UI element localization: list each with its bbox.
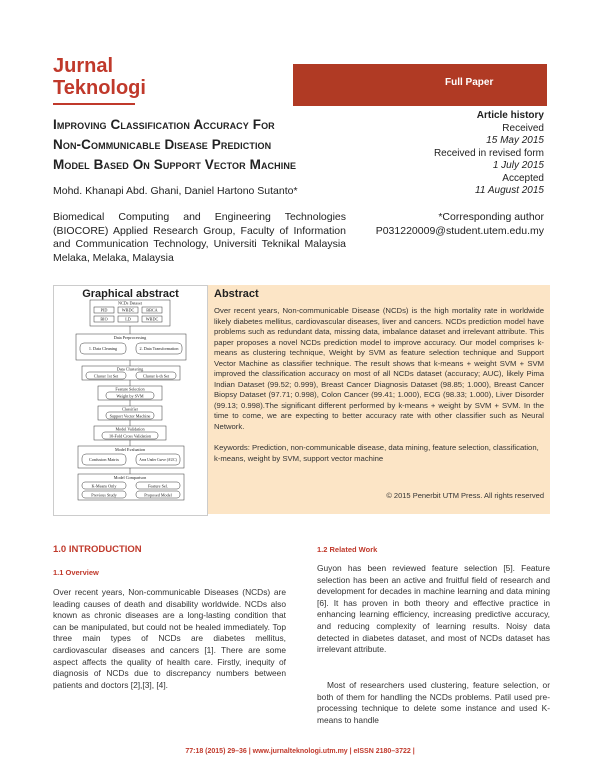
fc-comp: Proposed Model (144, 492, 172, 498)
fc-cluster1: Cluster 1st Set (93, 373, 119, 379)
fc-clustering: Data Clustering (116, 366, 144, 372)
history-accepted-label: Accepted (502, 172, 544, 184)
subsection-overview: 1.1 Overview (53, 568, 99, 577)
fc-preprocess: Data Preprocessing (113, 335, 147, 340)
fc-auc: Area Under Curve (AUC) (139, 458, 177, 462)
corresponding-email[interactable]: P031220009@student.utem.edu.my (375, 224, 544, 237)
fc-confusion: Confusion Matrix (89, 457, 119, 462)
paper-type-banner (293, 64, 547, 106)
fc-clusterk: Cluster k-th Set (142, 373, 170, 379)
journal-rule (53, 103, 135, 105)
fc-comp: Feature Sel. (147, 483, 169, 489)
fc-classifier: Classifier (121, 406, 139, 412)
keywords: Keywords: Prediction, non-communicable disease, data mining, feature selection, classification, k-means, weight by SVM, support vector machine (214, 443, 539, 463)
section-heading-introduction: 1.0 INTRODUCTION (53, 544, 142, 555)
fc-source: BBCA (146, 307, 158, 313)
fc-source: PID (100, 307, 108, 313)
fc-source: LD (125, 316, 131, 322)
history-revised-label: Received in revised form (433, 147, 544, 159)
fc-source: WBDC (121, 307, 135, 313)
abstract-body: Over recent years, Non-communicable Disease (NCDs) is the high mortality rate in worldwide likely diabetes mellitus, cardiovascular diseases, liver and cancers. NCDs prediction model have problems such as redundant data, missing data, imbalance dataset and irrelevant attribute. This paper proposes a novel NCDs prediction model to improve accuracy. Our model comprises k-means as clustering technique, Weight by SVM as feature selection technique and Support Vector Machine as classifier technique. The result shows that k-means + weight SVM + SVM improved the classification accuracy on most of all NCDs dataset (accuracy; AUC), likely Pima Indian Dataset (99.52; 0.999), Breast Cancer Diagnosis Dataset (98.85; 1.000), Breast Cancer Biopsy Dataset (97.71; 0.998), Colon Cancer (99.41; 1.000), ECG (98.33; 1.000), Liver Disorder (99.13; 0.998).The significant different performed by k-means + weight by SVM + SVM. In the time to come, we are expecting to better accuracy rate with other classifier such as Neural Network. (214, 306, 544, 431)
abstract-box (208, 285, 550, 514)
fc-comp: Previous Study (91, 492, 117, 498)
flowchart (54, 286, 207, 515)
page-footer: 77:18 (2015) 29–36 | www.jurnalteknologi.utm.my | eISSN 2180–3722 | (185, 748, 415, 755)
related-work-paragraph: Guyon has been reviewed feature selection [5]. Feature selection has been an active and fruitful field of research and development for decades in machine learning and data mining [6]. It has proven in both theory and effective practice in enhancing learning efficiency, increasing predictive accuracy, and reducing complexity of learning results. Noisy data detected in diabetes dataset, and most of NCDs dataset has irrelevant attribute. (317, 563, 550, 655)
fc-dataset: NCDs Dataset (117, 300, 143, 306)
fc-source: BIO (100, 316, 108, 322)
fc-svm: Support Vector Machine (109, 413, 151, 419)
fc-feature-selection: Feature Selection (115, 386, 145, 392)
abstract-heading: Abstract (214, 288, 259, 300)
journal-name-line2: Teknologi (53, 77, 146, 99)
fc-clean: 1. Data Cleaning (88, 346, 118, 351)
affiliation: Biomedical Computing and Engineering Technologies (BIOCORE) Applied Research Group, Faculty of Information and Communication Technology, Universiti Teknikal Malaysia Melaka, Melaka, Malaysia (53, 211, 346, 264)
history-received-date: 15 May 2015 (486, 135, 544, 146)
history-heading: Article history (476, 110, 544, 121)
article-history (384, 110, 544, 198)
fc-evaluation: Model Evaluation (114, 447, 146, 452)
related-work-paragraph-2: Most of researchers used clustering, feature selection, or both of them for handling the NCDs problems. Patil used pre-processing technique to delete some instance and used K-means to handle (317, 680, 550, 725)
authors: Mohd. Khanapi Abd. Ghani, Daniel Hartono Sutanto* (53, 185, 298, 197)
paper-title (53, 115, 363, 175)
overview-paragraph: Over recent years, Non-communicable Diseases (NCDs) are leading causes of death and disability worldwide. NCDs also known as chronic diseases are a long-lasting condition that can be manipulated, but could not be healed immediately. Top three main types of NCDs are diabetes mellitus, cardiovascular diseases and cancers [1]. There are some aspect affects the quality of health care. Firstly, inequity of diagnosis of NCDs due to discrepancy numbers between patients and doctors [2],[3], [4]. (53, 587, 286, 690)
title-line: Non-Communicable Disease Prediction (53, 137, 272, 152)
fc-source: WBDC (145, 316, 159, 322)
fc-comparison: Model Comparison (113, 475, 147, 480)
history-received-label: Received (502, 122, 544, 134)
corresponding-author (376, 211, 544, 238)
fc-validation: Model Validation (115, 426, 145, 432)
journal-name-line1: Jurnal (53, 55, 114, 77)
paper-type-label: Full Paper (445, 77, 494, 88)
title-line: Improving Classification Accuracy For (53, 117, 275, 132)
history-revised-date: 1 July 2015 (492, 160, 544, 171)
corresponding-label: *Corresponding author (438, 211, 544, 223)
copyright: © 2015 Penerbit UTM Press. All rights reserved (386, 491, 544, 500)
fc-cv: 10-Fold Cross Validation (108, 433, 152, 439)
graphical-abstract (53, 285, 208, 516)
subsection-related-work: 1.2 Related Work (317, 545, 378, 554)
fc-weight-svm: Weight by SVM (116, 393, 144, 399)
graphical-abstract-title: Graphical abstract (82, 288, 179, 300)
fc-transform: 2. Data Transformation (139, 346, 179, 351)
fc-comp: K-Means Only (91, 483, 117, 489)
title-line: Model Based On Support Vector Machine (53, 157, 297, 172)
history-accepted-date: 11 August 2015 (475, 185, 544, 196)
